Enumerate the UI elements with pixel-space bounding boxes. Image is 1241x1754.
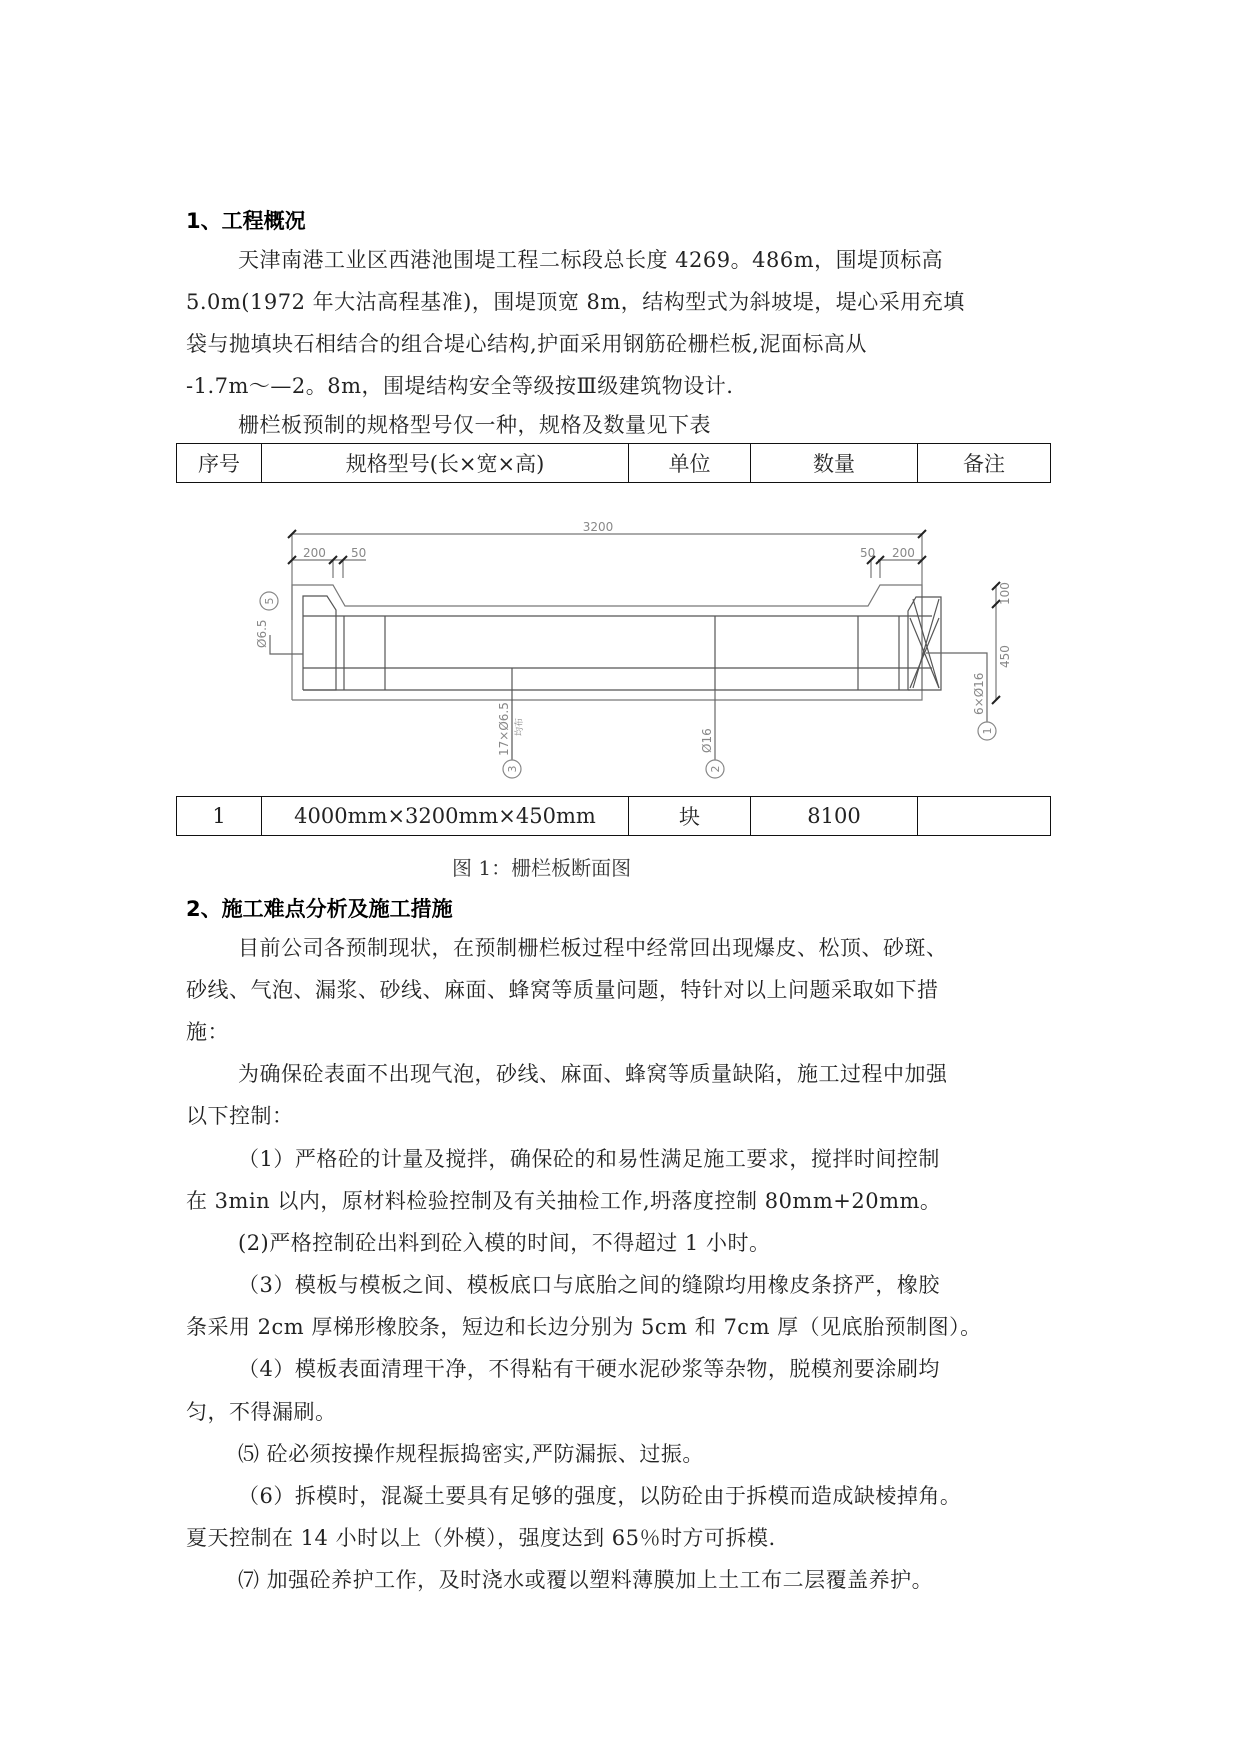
section-2-line: ⑸ 砼必须按操作规程振捣密实,严防漏振、过振。 xyxy=(238,1442,704,1466)
cell-index: 1 xyxy=(177,797,262,836)
cell-remarks xyxy=(918,797,1051,836)
header-index: 序号 xyxy=(177,444,262,483)
header-quantity: 数量 xyxy=(751,444,918,483)
slab-outline xyxy=(292,585,922,700)
section-2-line: （6）拆模时，混凝土要具有足够的强度，以防砼由于拆模而造成缺棱掉角。 xyxy=(238,1484,962,1508)
cell-quantity: 8100 xyxy=(751,797,918,836)
section-2-line: （3）模板与模板之间、模板底口与底胎之间的缝隙均用橡皮条挤严，橡胶 xyxy=(238,1273,940,1297)
header-spec: 规格型号(长×宽×高) xyxy=(262,444,629,483)
cell-spec: 4000mm×3200mm×450mm xyxy=(262,797,629,836)
callout-label-5: Ø6.5 xyxy=(255,619,269,648)
section-2-line: （4）模板表面清理干净，不得粘有干硬水泥砂浆等杂物，脱模剂要涂刷均 xyxy=(238,1357,940,1381)
section-2-line: 条采用 2cm 厚梯形橡胶条，短边和长边分别为 5cm 和 7cm 厚（见底胎预制图）。 xyxy=(186,1315,982,1339)
section-2-line: 在 3min 以内，原材料检验控制及有关抽检工作,坍落度控制 80mm+20mm。 xyxy=(186,1189,942,1213)
section-2-line: 目前公司各预制现状，在预制栅栏板过程中经常回出现爆皮、松顶、砂斑、 xyxy=(238,936,948,960)
section-2-line: 砂线、气泡、漏浆、砂线、麻面、蜂窝等质量问题，特针对以上问题采取如下措 xyxy=(186,978,939,1002)
spec-table-body xyxy=(176,796,1051,836)
callout-note-3: 均布 xyxy=(515,717,525,736)
section-1-heading: 1、工程概况 xyxy=(186,209,306,233)
section-2-line: (2)严格控制砼出料到砼入模的时间，不得超过 1 小时。 xyxy=(238,1231,771,1255)
cell-unit: 块 xyxy=(629,797,751,836)
dim-left-200: 200 xyxy=(303,546,326,560)
section-2-line: 夏天控制在 14 小时以上（外模），强度达到 65％时方可拆模. xyxy=(186,1526,776,1550)
section-2-line: 施： xyxy=(186,1020,229,1044)
dim-right-200: 200 xyxy=(892,546,915,560)
callout-label-1: 6×Ø16 xyxy=(972,672,986,715)
section-1-para-line: 袋与抛填块石相结合的组合堤心结构,护面采用钢筋砼栅栏板,泥面标高从 xyxy=(186,332,867,356)
dim-height-100: 100 xyxy=(998,582,1012,605)
section-1-para-line: -1.7m～—2。8m，围堤结构安全等级按Ⅲ级建筑物设计. xyxy=(186,374,734,398)
header-remarks: 备注 xyxy=(918,444,1051,483)
dim-right-50: 50 xyxy=(860,546,876,560)
drawing-lines xyxy=(270,530,1000,760)
dim-height-450: 450 xyxy=(998,645,1012,668)
section-2-line: 为确保砼表面不出现气泡，砂线、麻面、蜂窝等质量缺陷，施工过程中加强 xyxy=(238,1062,948,1086)
header-unit: 单位 xyxy=(629,444,751,483)
callout-num-3: 3 xyxy=(506,765,519,773)
spec-table-header xyxy=(176,443,1051,483)
callout-num-5: 5 xyxy=(263,597,276,605)
section-2-line: （1）严格砼的计量及搅拌，确保砼的和易性满足施工要求，搅拌时间控制 xyxy=(238,1147,940,1171)
table-intro: 栅栏板预制的规格型号仅一种，规格及数量见下表 xyxy=(238,413,711,437)
cross-section-drawing xyxy=(0,500,1241,800)
dim-overall-width: 3200 xyxy=(582,520,614,534)
section-2-heading: 2、施工难点分析及施工措施 xyxy=(186,897,453,921)
callout-label-3: 17×Ø6.5 xyxy=(497,702,511,756)
callout-num-2: 2 xyxy=(709,765,722,773)
section-1-para-line: 5.0m(1972 年大沽高程基准)，围堤顶宽 8m，结构型式为斜坡堤，堤心采用充填 xyxy=(186,290,965,314)
section-2-line: 匀，不得漏刷。 xyxy=(186,1400,337,1424)
section-2-line: ⑺ 加强砼养护工作，及时浇水或覆以塑料薄膜加上土工布二层覆盖养护。 xyxy=(238,1568,934,1592)
callout-num-1: 1 xyxy=(981,727,994,735)
section-1-para-line: 天津南港工业区西港池围堤工程二标段总长度 4269。486m，围堤顶标高 xyxy=(238,248,944,272)
section-2-line: 以下控制： xyxy=(186,1104,294,1128)
table-header-row xyxy=(177,444,1051,483)
table-row xyxy=(177,797,1051,836)
dim-left-50: 50 xyxy=(351,546,367,560)
figure-caption: 图 1：栅栏板断面图 xyxy=(452,856,632,880)
callout-label-2: Ø16 xyxy=(700,728,714,753)
